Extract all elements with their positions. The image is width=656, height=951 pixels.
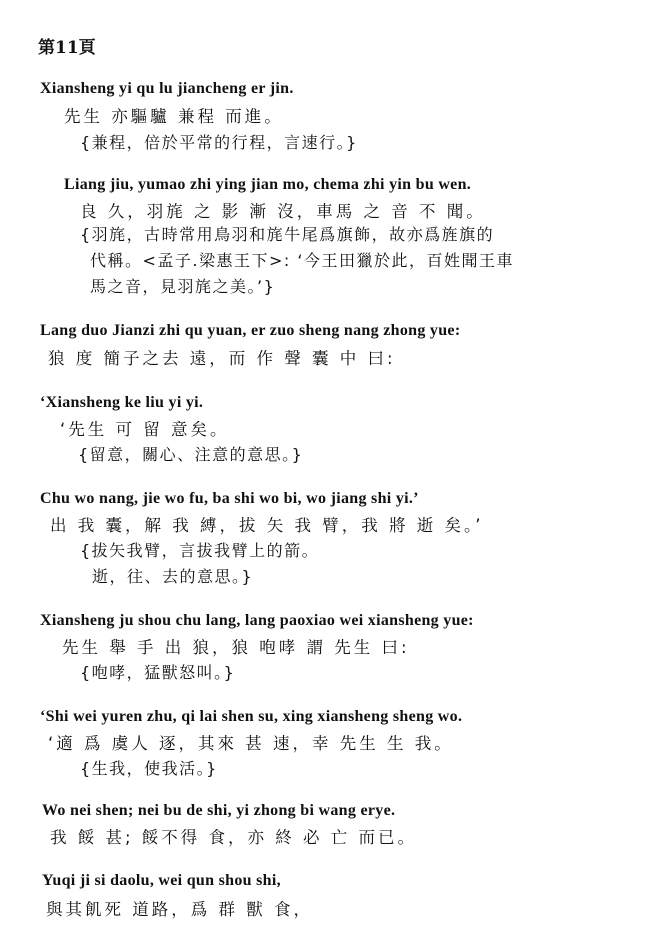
pinyin-line: Chu wo nang, jie wo fu, ba shi wo bi, wo jiang shi yi.’ <box>40 490 419 507</box>
hanzi-line: ‘適 爲 虞人 逐，其來 甚 速，幸 先生 生 我。 <box>48 734 454 753</box>
pinyin-line: Lang duo Jianzi zhi qu yuan, er zuo sheng nang zhong yue: <box>40 322 461 339</box>
pinyin-line: Wo nei shen; nei bu de shi, yi zhong bi wang erye. <box>42 802 396 819</box>
note-line: {拔矢我臂，言拔我臂上的箭。 <box>80 541 320 560</box>
note-line: {留意，關心、注意的意思。} <box>78 445 304 464</box>
pinyin-line: Liang jiu, yumao zhi ying jian mo, chema zhi yin bu wen. <box>64 176 472 193</box>
note-line: {羽旄，古時常用鳥羽和旄牛尾爲旗飾，故亦爲旌旗的 <box>80 225 495 244</box>
note-line: {兼程，倍於平常的行程，言速行。} <box>80 133 358 152</box>
hanzi-line: 與其飢死 道路，爲 群 獸 食， <box>46 900 313 919</box>
pinyin-line: Yuqi ji si daolu, wei qun shou shi, <box>42 872 281 889</box>
hanzi-line: 先生 舉 手 出 狼，狼 咆哮 謂 先生 曰: <box>62 638 410 657</box>
hanzi-line: 我 餒 甚; 餒不得 食，亦 終 必 亡 而已。 <box>50 828 418 847</box>
hanzi-line: 先生 亦驅驢 兼程 而進。 <box>64 107 284 126</box>
note-line: 代稱。<孟子.梁惠王下>: ‘今王田獵於此，百姓聞王車 <box>90 251 514 270</box>
note-line: 逝，往、去的意思。} <box>92 567 254 586</box>
note-line: {生我，使我活。} <box>80 759 218 778</box>
hanzi-line: ‘先生 可 留 意矣。 <box>60 420 230 439</box>
pinyin-line: Xiansheng yi qu lu jiancheng er jin. <box>40 80 294 97</box>
note-line: {咆哮，猛獸怒叫。} <box>80 663 236 682</box>
hanzi-line: 出 我 囊，解 我 縛，拔 矢 我 臂，我 將 逝 矣。’ <box>50 516 484 535</box>
pinyin-line: Xiansheng ju shou chu lang, lang paoxiao wei xiansheng yue: <box>40 612 474 629</box>
pinyin-line: ‘Shi wei yuren zhu, qi lai shen su, xing xiansheng sheng wo. <box>40 708 463 725</box>
pinyin-line: ‘Xiansheng ke liu yi yi. <box>40 394 204 411</box>
page-number: 第11頁 <box>38 38 96 58</box>
note-line: 馬之音，見羽旄之美。’} <box>90 277 276 296</box>
hanzi-line: 良 久，羽旄 之 影 漸 沒，車馬 之 音 不 聞。 <box>80 202 486 221</box>
hanzi-line: 狼 度 簡子之去 遠，而 作 聲 囊 中 曰: <box>48 349 396 368</box>
